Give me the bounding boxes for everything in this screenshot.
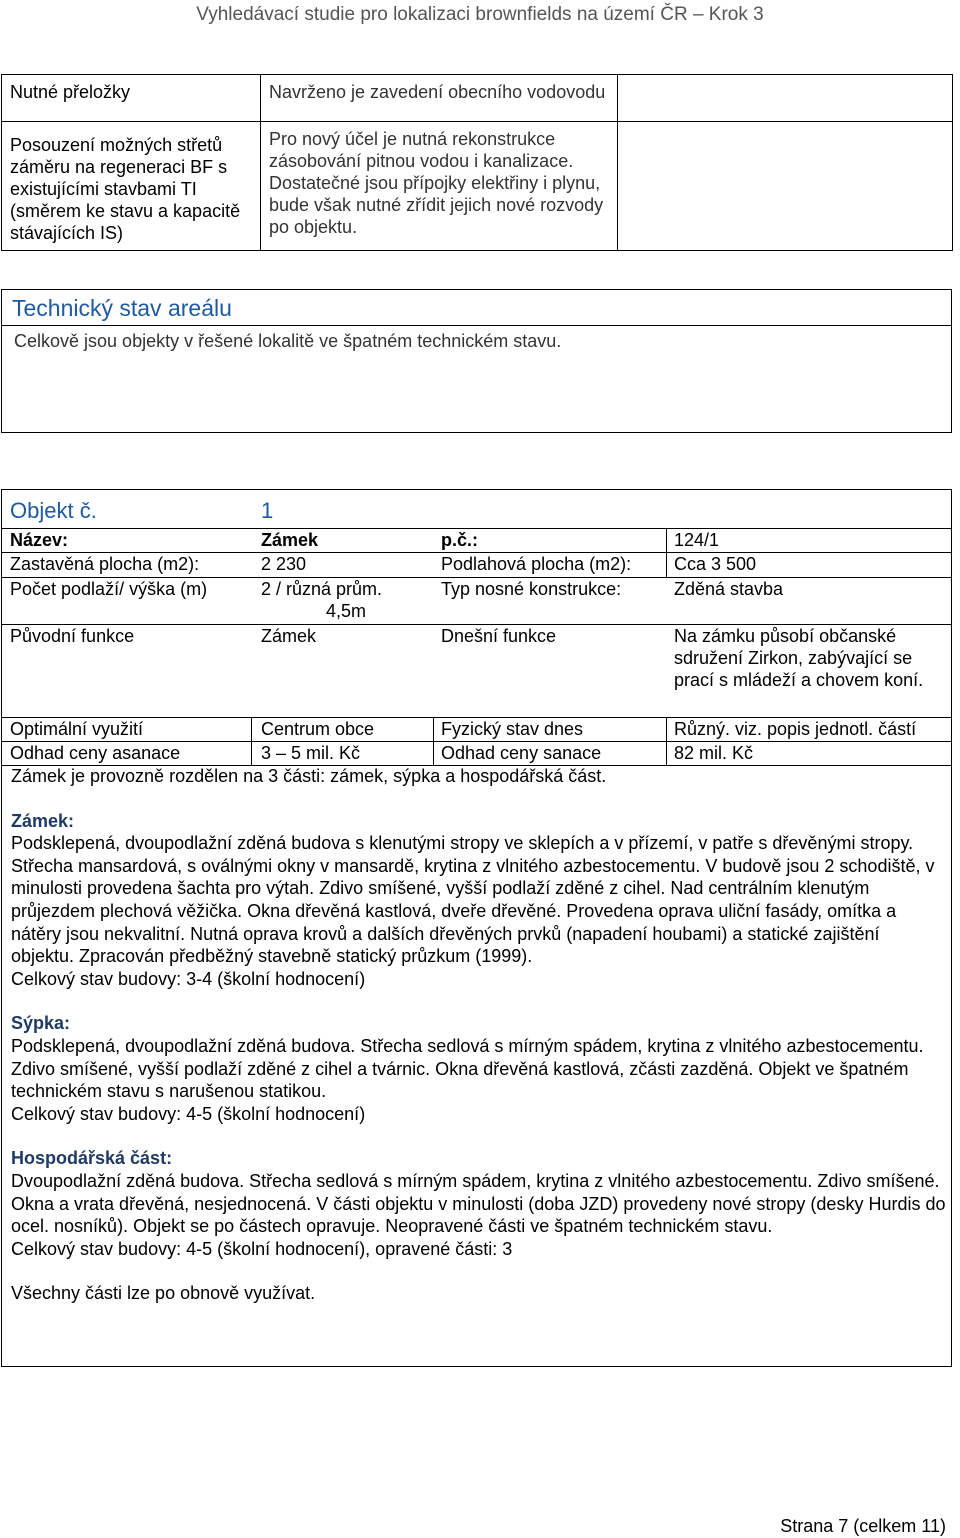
current-function-value: Na zámku působí občanské sdružení Zirkon, zabývající se prací s mládeží a chovem koní. — [674, 626, 924, 690]
row-value: Navrženo je zavedení obecního vodovodu — [261, 75, 618, 122]
section-text: Celkově jsou objekty v řešené lokalitě ve špatném technickém stavu. — [14, 331, 562, 351]
built-area-label: Zastavěná plocha (m2): — [10, 554, 200, 574]
floors-label: Počet podlaží/ výška (m) — [10, 579, 208, 599]
castle-text: Podsklepená, dvoupodlažní zděná budova s klenutými stropy ve sklepích a v přízemí, v patře s dřevěnými stropy. Střecha mansardová, s oválnými okny v mansardě, krytina z vlnitého azbestocementu. V budově jsou 2 schodiště, v minulosti provedena šachta pro výtah. Zdivo smíšené, vyšší podlaží zděné z cihel. Nad centrálním klenutým průjezdem plechová věžička. Okna dřevěná kastlová, dveře dřevěné. Provedena oprava uliční fasády, omítka a nátěry jsou nekvalitní. Nutná oprava krovů a dalších dřevěných prvků (napadení houbami) a statické zajištění objektu. Zpracován předběžný stavebně statický průzkum (1999). — [11, 833, 935, 967]
granary-text: Podsklepená, dvoupodlažní zděná budova. Střecha sedlová s mírným spádem, krytina z vlnitého azbestocementu. Zdivo smíšené, vyšší podlaží zděné z cihel a tvárnic. Okna dřevěná kastlová, zčásti zazděná. Objekt ve špatném technickém stavu s narušenou statikou. — [11, 1035, 924, 1102]
object-number: 1 — [261, 498, 274, 523]
floor-area-value: Cca 3 500 — [674, 554, 757, 574]
table-row — [2, 578, 951, 625]
original-function-value: Zámek — [261, 626, 317, 646]
table-row — [2, 529, 951, 553]
table-row — [2, 625, 951, 718]
table-row — [2, 75, 953, 122]
row-label: Nutné přeložky — [2, 75, 261, 122]
row-label: Posouzení možných střetů záměru na regeneraci BF s existujícími stavbami TI (směrem ke stavu a kapacitě stávajících IS) — [2, 122, 261, 251]
name-value: Zámek — [261, 530, 319, 550]
built-area-value: 2 230 — [261, 554, 307, 574]
current-function-label: Dnešní funkce — [441, 626, 557, 646]
table-row — [2, 122, 953, 251]
physical-state-label: Fyzický stav dnes — [441, 719, 584, 739]
document-header: Vyhledávací studie pro lokalizaci brownfields na území ČR – Krok 3 — [196, 4, 764, 25]
original-function-label: Původní funkce — [10, 626, 135, 646]
farm-heading: Hospodářská část: — [11, 1148, 173, 1169]
granary-condition: Celkový stav budovy: 4-5 (školní hodnocení) — [11, 1103, 366, 1124]
remediation-cost-label: Odhad ceny sanace — [441, 743, 602, 763]
farm-text: Dvoupodlažní zděná budova. Střecha sedlová s mírným spádem, krytina z vlnitého azbestocementu. Zdivo smíšené. Okna a vrata dřevěná, nesjednocená. V části objektu v minulosti (doba JZD) provedeny nové stropy (desky Hurdis do ocel. nosníků). Objekt se po částech opravuje. Neopravené části ve špatném technickém stavu. — [11, 1170, 946, 1237]
optimal-use-value: Centrum obce — [261, 719, 375, 739]
castle-condition: Celkový stav budovy: 3-4 (školní hodnocení) — [11, 968, 366, 989]
section-title: Technický stav areálu — [2, 290, 951, 326]
page-number: Strana 7 (celkem 11) — [780, 1516, 946, 1536]
table-row — [2, 553, 951, 578]
optimal-use-label: Optimální využití — [10, 719, 144, 739]
remediation-cost-value: 82 mil. Kč — [674, 743, 754, 763]
parcel-label: p.č.: — [441, 530, 479, 550]
object-section — [1, 489, 952, 1367]
height-value: 4,5m — [325, 601, 367, 621]
row-empty-cell — [618, 122, 953, 251]
parcel-value: 124/1 — [674, 530, 720, 550]
technical-state-section — [1, 289, 952, 433]
object-description — [11, 765, 946, 1305]
object-title-label: Objekt č. — [10, 498, 97, 523]
object-attributes — [2, 529, 951, 766]
intro-text: Zámek je provozně rozdělen na 3 části: zámek, sýpka a hospodářská část. — [11, 766, 607, 786]
demolition-cost-value: 3 – 5 mil. Kč — [261, 743, 361, 763]
floor-area-label: Podlahová plocha (m2): — [441, 554, 632, 574]
farm-condition: Celkový stav budovy: 4-5 (školní hodnocení), opravené části: 3 — [11, 1238, 513, 1259]
name-label: Název: — [10, 530, 69, 550]
floors-value: 2 / různá prům. — [261, 579, 383, 599]
granary-heading: Sýpka: — [11, 1013, 71, 1034]
row-empty-cell — [618, 75, 953, 122]
physical-state-value: Různý. viz. popis jednotl. částí — [674, 719, 917, 739]
object-title-row — [2, 490, 951, 529]
structure-value: Zděná stavba — [674, 579, 784, 599]
castle-heading: Zámek: — [11, 810, 75, 831]
demolition-cost-label: Odhad ceny asanace — [10, 743, 181, 763]
conclusion-text: Všechny části lze po obnově využívat. — [11, 1283, 316, 1304]
table-row — [2, 742, 951, 766]
infrastructure-table — [1, 74, 953, 251]
structure-label: Typ nosné konstrukce: — [441, 579, 622, 599]
row-value: Pro nový účel je nutná rekonstrukce zásobování pitnou vodou i kanalizace. Dostatečné jsou přípojky elektřiny i plynu, bude však nutné zřídit jejich nové rozvody po objektu. — [261, 122, 618, 251]
table-row — [2, 718, 951, 742]
